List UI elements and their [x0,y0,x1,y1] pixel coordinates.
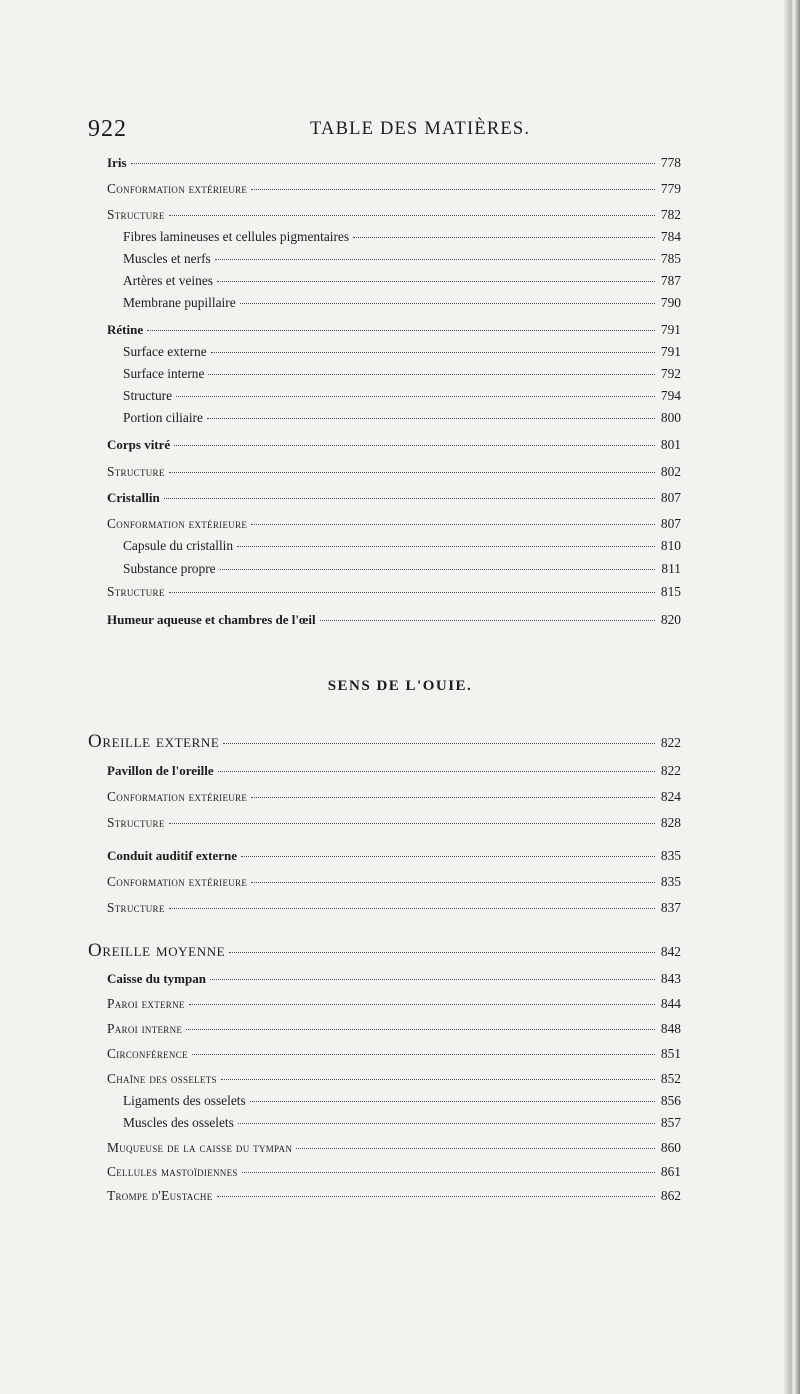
toc-entry[interactable] [107,1140,681,1162]
toc-entry[interactable] [107,763,681,785]
toc-entry-page: 860 [660,1140,681,1155]
leader-dots [215,259,655,260]
toc-entry-page: 851 [660,1046,681,1061]
leader-dots [210,979,655,980]
toc-entry-title: Structure [107,900,165,915]
toc-entry-title: Corps vitré [107,437,171,452]
leader-dots [218,771,655,772]
toc-entry-title: Conformation extérieure [107,874,248,889]
toc-entry[interactable] [107,155,681,177]
toc-entry-title: Cellules mastoïdiennes [107,1164,238,1179]
toc-entry[interactable] [107,1164,681,1186]
toc-entry-title: Trompe d'Eustache [107,1188,213,1203]
toc-entry-title: Ligaments des osselets [123,1093,246,1108]
toc-entry[interactable] [107,815,681,837]
toc-entry-page: 782 [660,207,681,222]
toc-entry-title: Artères et veines [123,273,213,288]
toc-entry-page: 785 [660,251,681,266]
page-header [88,116,688,146]
leader-dots [169,472,655,473]
toc-entry-page: 835 [660,848,681,863]
leader-dots [241,856,655,857]
toc-entry-page: 844 [660,996,681,1011]
leader-dots [211,352,655,353]
toc-entry-page: 779 [660,181,681,196]
toc-entry[interactable] [123,344,681,366]
leader-dots [238,1123,655,1124]
toc-entry-page: 807 [660,516,681,531]
toc-entry[interactable] [123,410,681,432]
leader-dots [169,823,655,824]
toc-entry-page: 820 [660,612,681,627]
toc-entry-title: Fibres lamineuses et cellules pigmentaires [123,229,350,244]
toc-entry-page: 810 [660,538,681,553]
toc-entry-title: Cristallin [107,490,160,505]
toc-entry[interactable] [107,516,681,538]
leader-dots [174,445,655,446]
toc-entry[interactable] [107,612,681,634]
toc-entry[interactable] [107,1071,681,1093]
toc-entry[interactable] [107,490,681,512]
toc-entry-title: Conformation extérieure [107,181,248,196]
toc-entry-title: Oreille externe [88,731,220,752]
toc-entry-title: Structure [107,207,165,222]
toc-entry-page: 787 [660,273,681,288]
toc-entry-page: 852 [660,1071,681,1086]
page-number: 922 [88,116,127,142]
toc-entry-title: Iris [107,155,127,170]
toc-entry-page: 792 [660,366,681,381]
toc-entry[interactable] [107,464,681,486]
toc-entry-title: Substance propre [123,561,216,576]
leader-dots [251,882,655,883]
section-heading: SENS DE L'OUIE. [327,678,473,694]
toc-entry-title: Membrane pupillaire [123,295,236,310]
toc-entry-title: Structure [123,388,173,403]
leader-dots [223,743,655,744]
leader-dots [169,215,655,216]
toc-entry-page: 837 [660,900,681,915]
toc-entry[interactable] [123,366,681,388]
toc-entry[interactable] [123,388,681,410]
toc-entry[interactable] [107,322,681,344]
toc-entry-title: Oreille moyenne [88,940,226,961]
toc-entry[interactable] [123,1093,681,1115]
toc-entry-title: Capsule du cristallin [123,538,234,553]
leader-dots [176,396,655,397]
toc-entry-page: 822 [660,735,681,750]
toc-entry-title: Conformation extérieure [107,516,248,531]
toc-entry[interactable] [107,848,681,870]
toc-entry[interactable] [88,940,681,966]
toc-entry-page: 835 [660,874,681,889]
leader-dots [237,546,655,547]
toc-entry-page: 842 [660,944,681,959]
toc-entry-title: Structure [107,584,165,599]
leader-dots [207,418,655,419]
toc-entry-title: Caisse du tympan [107,971,206,986]
toc-entry-title: Pavillon de l'oreille [107,763,214,778]
toc-entry[interactable] [107,181,681,203]
toc-entry[interactable] [123,295,681,317]
leader-dots [296,1148,655,1149]
leader-dots [240,303,655,304]
toc-entry-page: 784 [660,229,681,244]
toc-entry[interactable] [107,971,681,993]
leader-dots [208,374,655,375]
toc-entry-title: Muqueuse de la caisse du tympan [107,1140,293,1155]
toc-entry[interactable] [107,1188,681,1210]
toc-entry-page: 800 [660,410,681,425]
toc-entry[interactable] [123,251,681,273]
toc-entry-page: 807 [660,490,681,505]
toc-entry-page: 848 [660,1021,681,1036]
leader-dots [251,797,655,798]
leader-dots [131,163,656,164]
toc-entry-title: Conduit auditif externe [107,848,237,863]
toc-entry-page: 801 [660,437,681,452]
toc-entry-title: Chaîne des osselets [107,1071,217,1086]
toc-entry-title: Muscles des osselets [123,1115,234,1130]
leader-dots [221,1079,655,1080]
leader-dots [217,281,655,282]
toc-entry-title: Conformation extérieure [107,789,248,804]
toc-entry-page: 824 [660,789,681,804]
toc-entry-title: Humeur aqueuse et chambres de l'œil [107,612,316,627]
leader-dots [192,1054,655,1055]
toc-entry-page: 791 [660,344,681,359]
page-edge [784,0,800,1394]
leader-dots [147,330,655,331]
page-title: TABLE DES MATIÈRES. [310,119,531,139]
toc-entry[interactable] [123,273,681,295]
toc-entry[interactable] [107,437,681,459]
toc-entry-page: 861 [660,1164,681,1179]
toc-entry-page: 843 [660,971,681,986]
toc-entry-page: 828 [660,815,681,830]
leader-dots [186,1029,655,1030]
toc-entry-page: 802 [660,464,681,479]
toc-entry-page: 857 [660,1115,681,1130]
leader-dots [353,237,655,238]
toc-entry[interactable] [107,900,681,922]
toc-entry[interactable] [107,1046,681,1068]
toc-entry-page: 811 [661,561,681,576]
toc-entry-title: Portion ciliaire [123,410,203,425]
toc-entry-title: Structure [107,464,165,479]
leader-dots [169,592,655,593]
toc-entry-title: Surface interne [123,366,205,381]
leader-dots [251,189,655,190]
leader-dots [229,952,655,953]
toc-entry-title: Paroi externe [107,996,185,1011]
toc-entry-page: 794 [660,388,681,403]
toc-entry-title: Muscles et nerfs [123,251,211,266]
leader-dots [320,620,655,621]
toc-entry[interactable] [123,1115,681,1137]
toc-entry[interactable] [107,789,681,811]
toc-entry-page: 778 [660,155,681,170]
toc-entry[interactable] [123,561,681,583]
toc-entry[interactable] [88,731,681,757]
toc-entry-page: 790 [660,295,681,310]
toc-entry-title: Circonférence [107,1046,188,1061]
toc-entry[interactable] [123,229,681,251]
leader-dots [251,524,655,525]
toc-entry[interactable] [107,207,681,229]
leader-dots [169,908,655,909]
leader-dots [250,1101,655,1102]
toc-entry[interactable] [107,584,681,606]
leader-dots [217,1196,655,1197]
toc-entry[interactable] [107,1021,681,1043]
toc-entry-page: 856 [660,1093,681,1108]
toc-entry[interactable] [123,538,681,560]
toc-entry[interactable] [107,996,681,1018]
toc-entry-title: Surface externe [123,344,207,359]
leader-dots [220,569,655,570]
toc-entry-title: Structure [107,815,165,830]
toc-entry-page: 822 [660,763,681,778]
toc-entry-title: Paroi interne [107,1021,183,1036]
toc-entry-title: Rétine [107,322,144,337]
leader-dots [189,1004,655,1005]
toc-entry-page: 862 [660,1188,681,1203]
toc-entry-page: 791 [660,322,681,337]
toc-entry-page: 815 [660,584,681,599]
toc-entry[interactable] [107,874,681,896]
leader-dots [164,498,655,499]
leader-dots [242,1172,655,1173]
